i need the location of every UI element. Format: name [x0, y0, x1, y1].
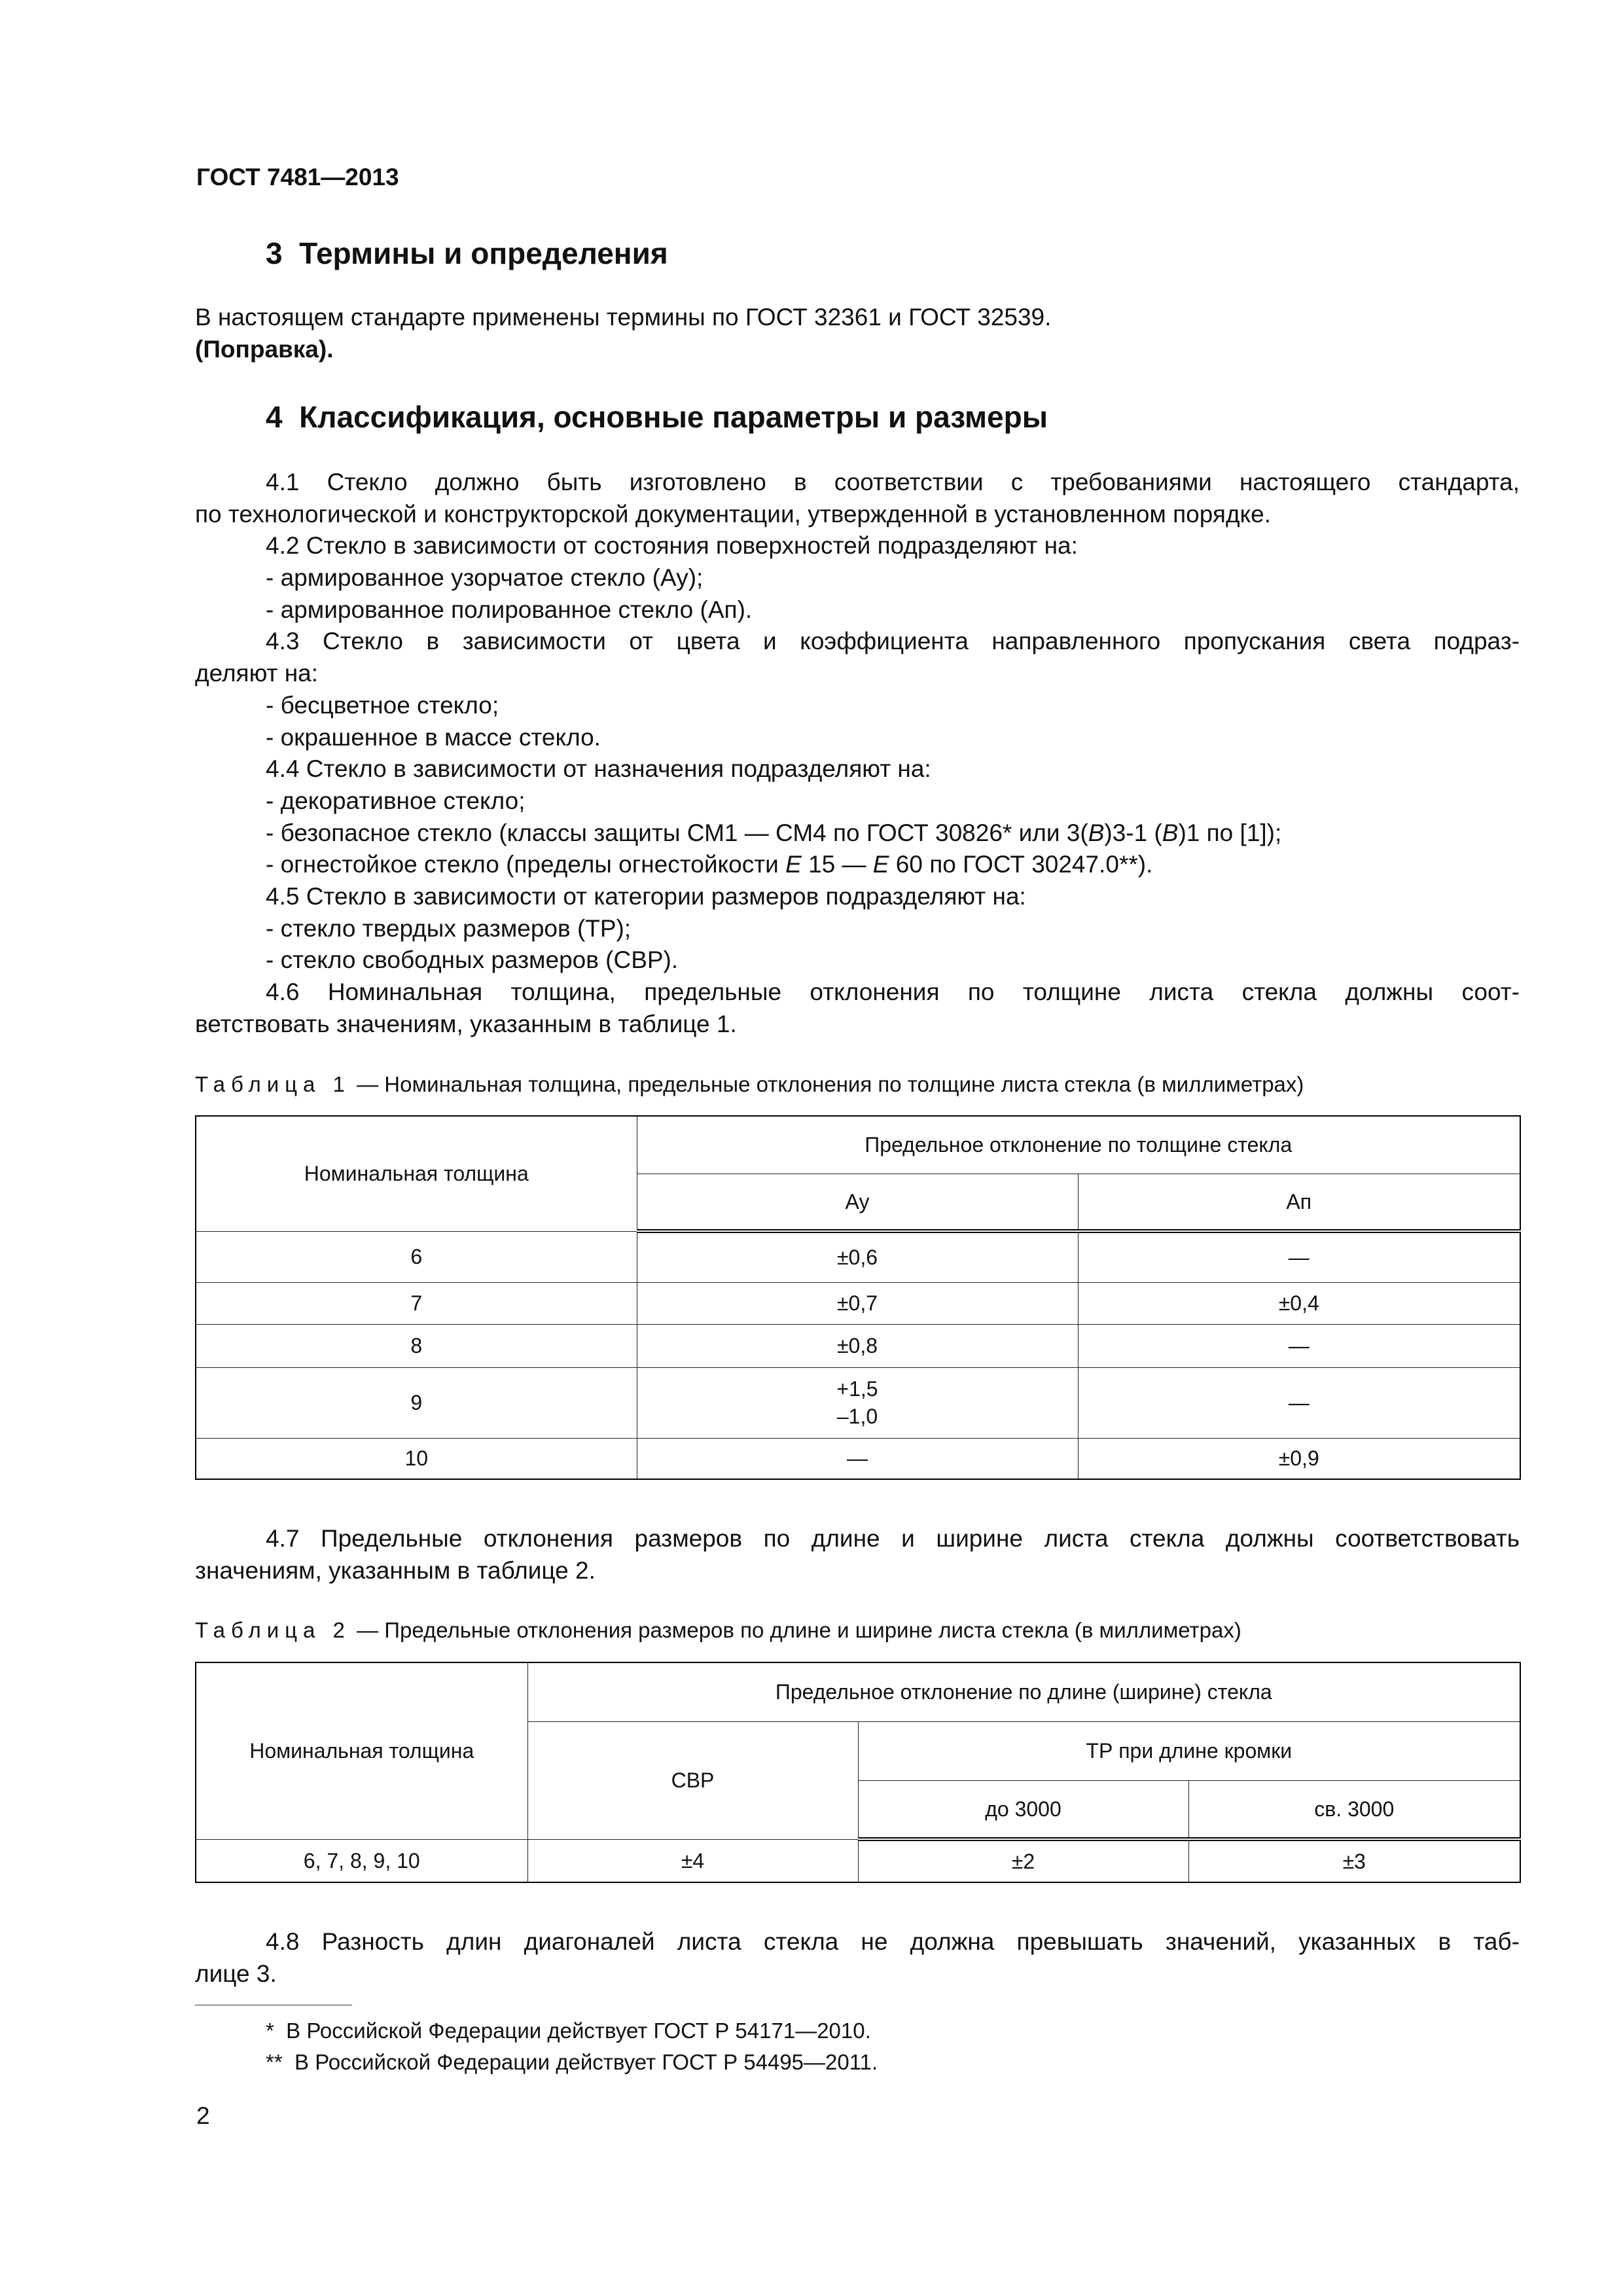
- table-1-header-group: Предельное отклонение по толщине стекла: [637, 1116, 1520, 1174]
- table-2-header-upto: до 3000: [858, 1780, 1188, 1839]
- table-row: [196, 1839, 1520, 1882]
- text-line: (Поправка).: [195, 335, 334, 363]
- text-line: 4.8 Разность длин диагоналей листа стекла не должна превышать значений, указанных в таб-: [266, 1928, 1520, 1955]
- footnote-1: * В Российской Федерации действует ГОСТ Р 54171—2010.: [266, 2018, 871, 2043]
- text-line: [195, 849, 1520, 881]
- cell-au-minus: –1,0: [836, 1405, 878, 1428]
- text-segment: 15 —: [801, 851, 873, 878]
- text-line: 4.3 Стекло в зависимости от цвета и коэффициента направленного пропускания света подраз-: [266, 628, 1520, 655]
- table-1: [195, 1115, 1521, 1480]
- paragraph-4-8: [195, 1926, 1520, 1990]
- cell-thickness: 8: [196, 1324, 637, 1367]
- section-4-title: 4 Классификация, основные параметры и размеры: [266, 400, 1048, 434]
- section-4-body: [195, 467, 1520, 1040]
- text-segment: В: [1162, 819, 1179, 846]
- table-1-header-ap: Ап: [1078, 1174, 1520, 1231]
- text-line: 4.7 Предельные отклонения размеров по длине и ширине листа стекла должны соответствовать: [266, 1525, 1520, 1552]
- table-row: [196, 1367, 1520, 1438]
- cell-upto: ±2: [858, 1839, 1188, 1882]
- text-line: - стекло свободных размеров (СВР).: [266, 946, 679, 974]
- table-row: [196, 1438, 1520, 1479]
- table-2-header-svr: СВР: [527, 1721, 858, 1839]
- footnote-2: ** В Российской Федерации действует ГОСТ Р 54495—2011.: [266, 2050, 878, 2074]
- text-line: ветствовать значениям, указанным в таблице 1.: [195, 1010, 737, 1037]
- paragraph-4-7: [195, 1523, 1520, 1587]
- table-2-header-over: св. 3000: [1188, 1780, 1520, 1839]
- table-2-header-tr: ТР при длине кромки: [858, 1721, 1520, 1780]
- section-3-title: 3 Термины и определения: [266, 236, 668, 270]
- cell-thickness: 6, 7, 8, 9, 10: [196, 1839, 527, 1882]
- table-row: [196, 1324, 1520, 1367]
- cell-over: ±3: [1188, 1839, 1520, 1882]
- text-segment: - огнестойкое стекло (пределы огнестойкости: [266, 851, 786, 878]
- cell-au: ±0,7: [637, 1282, 1078, 1324]
- text-line: значениям, указанным в таблице 2.: [195, 1556, 596, 1584]
- text-line: лице 3.: [195, 1960, 277, 1987]
- text-line: 4.2 Стекло в зависимости от состояния поверхностей подразделяют на:: [266, 532, 1078, 560]
- text-line: - стекло твердых размеров (ТР);: [266, 914, 632, 942]
- text-line: 4.6 Номинальная толщина, предельные отклонения по толщине листа стекла должны соот-: [266, 978, 1520, 1005]
- text-line: по технологической и конструкторской документации, утвержденной в установленном порядке.: [195, 500, 1271, 528]
- text-line: В настоящем стандарте применены термины по ГОСТ 32361 и ГОСТ 32539.: [195, 304, 1052, 331]
- cell-thickness: 10: [196, 1438, 637, 1479]
- table-1-label: Таблица 1: [195, 1072, 351, 1096]
- table-2-caption: [195, 1618, 1241, 1643]
- cell-ap: —: [1078, 1231, 1520, 1282]
- table-2-caption-text: — Предельные отклонения размеров по длине и ширине листа стекла (в миллиметрах): [350, 1618, 1241, 1642]
- cell-ap: ±0,4: [1078, 1282, 1520, 1324]
- cell-au: ±0,6: [637, 1231, 1078, 1282]
- table-row: [196, 1231, 1520, 1282]
- text-line: - декоративное стекло;: [266, 787, 526, 814]
- text-segment: Е: [785, 851, 802, 878]
- cell-au: [637, 1367, 1078, 1438]
- text-line: - армированное полированное стекло (Ап).: [266, 596, 753, 623]
- text-line: 4.5 Стекло в зависимости от категории размеров подразделяют на:: [266, 882, 1026, 910]
- text-segment: )3-1 (: [1104, 819, 1162, 846]
- cell-svr: ±4: [527, 1839, 858, 1882]
- table-1-caption: [195, 1072, 1304, 1097]
- text-line: [195, 817, 1520, 850]
- cell-au: —: [637, 1438, 1078, 1479]
- text-line: - окрашенное в массе стекло.: [266, 723, 601, 751]
- cell-thickness: 7: [196, 1282, 637, 1324]
- cell-thickness: 6: [196, 1231, 637, 1282]
- cell-ap: —: [1078, 1367, 1520, 1438]
- table-row: [196, 1282, 1520, 1324]
- page-number: 2: [196, 2102, 210, 2129]
- text-segment: В: [1088, 819, 1105, 846]
- table-1-header-nominal: Номинальная толщина: [196, 1116, 637, 1231]
- table-2-header-nominal: Номинальная толщина: [196, 1662, 527, 1839]
- document-header: ГОСТ 7481—2013: [196, 164, 399, 190]
- text-line: 4.4 Стекло в зависимости от назначения подразделяют на:: [266, 755, 931, 783]
- text-segment: )1 по [1]);: [1178, 819, 1282, 846]
- text-segment: - безопасное стекло (классы защиты СМ1 — СМ4 по ГОСТ 30826* или 3(: [266, 819, 1088, 846]
- text-segment: Е: [872, 851, 889, 878]
- cell-ap: —: [1078, 1324, 1520, 1367]
- cell-au: ±0,8: [637, 1324, 1078, 1367]
- table-1-header-au: Ау: [637, 1174, 1078, 1231]
- section-3-body: [195, 302, 1520, 365]
- table-1-caption-text: — Номинальная толщина, предельные отклонения по толщине листа стекла (в миллиметрах): [350, 1072, 1304, 1096]
- text-line: - бесцветное стекло;: [266, 691, 499, 719]
- text-line: - армированное узорчатое стекло (Ау);: [266, 564, 704, 592]
- table-2-header-group: Предельное отклонение по длине (ширине) стекла: [527, 1662, 1520, 1721]
- text-line: 4.1 Стекло должно быть изготовлено в соответствии с требованиями настоящего стандарта,: [266, 469, 1520, 495]
- cell-ap: ±0,9: [1078, 1438, 1520, 1479]
- table-2: [195, 1662, 1521, 1883]
- table-2-label: Таблица 2: [195, 1618, 351, 1642]
- text-line: деляют на:: [195, 660, 319, 687]
- cell-au-plus: +1,5: [836, 1377, 878, 1401]
- cell-thickness: 9: [196, 1367, 637, 1438]
- text-segment: 60 по ГОСТ 30247.0**).: [889, 851, 1153, 878]
